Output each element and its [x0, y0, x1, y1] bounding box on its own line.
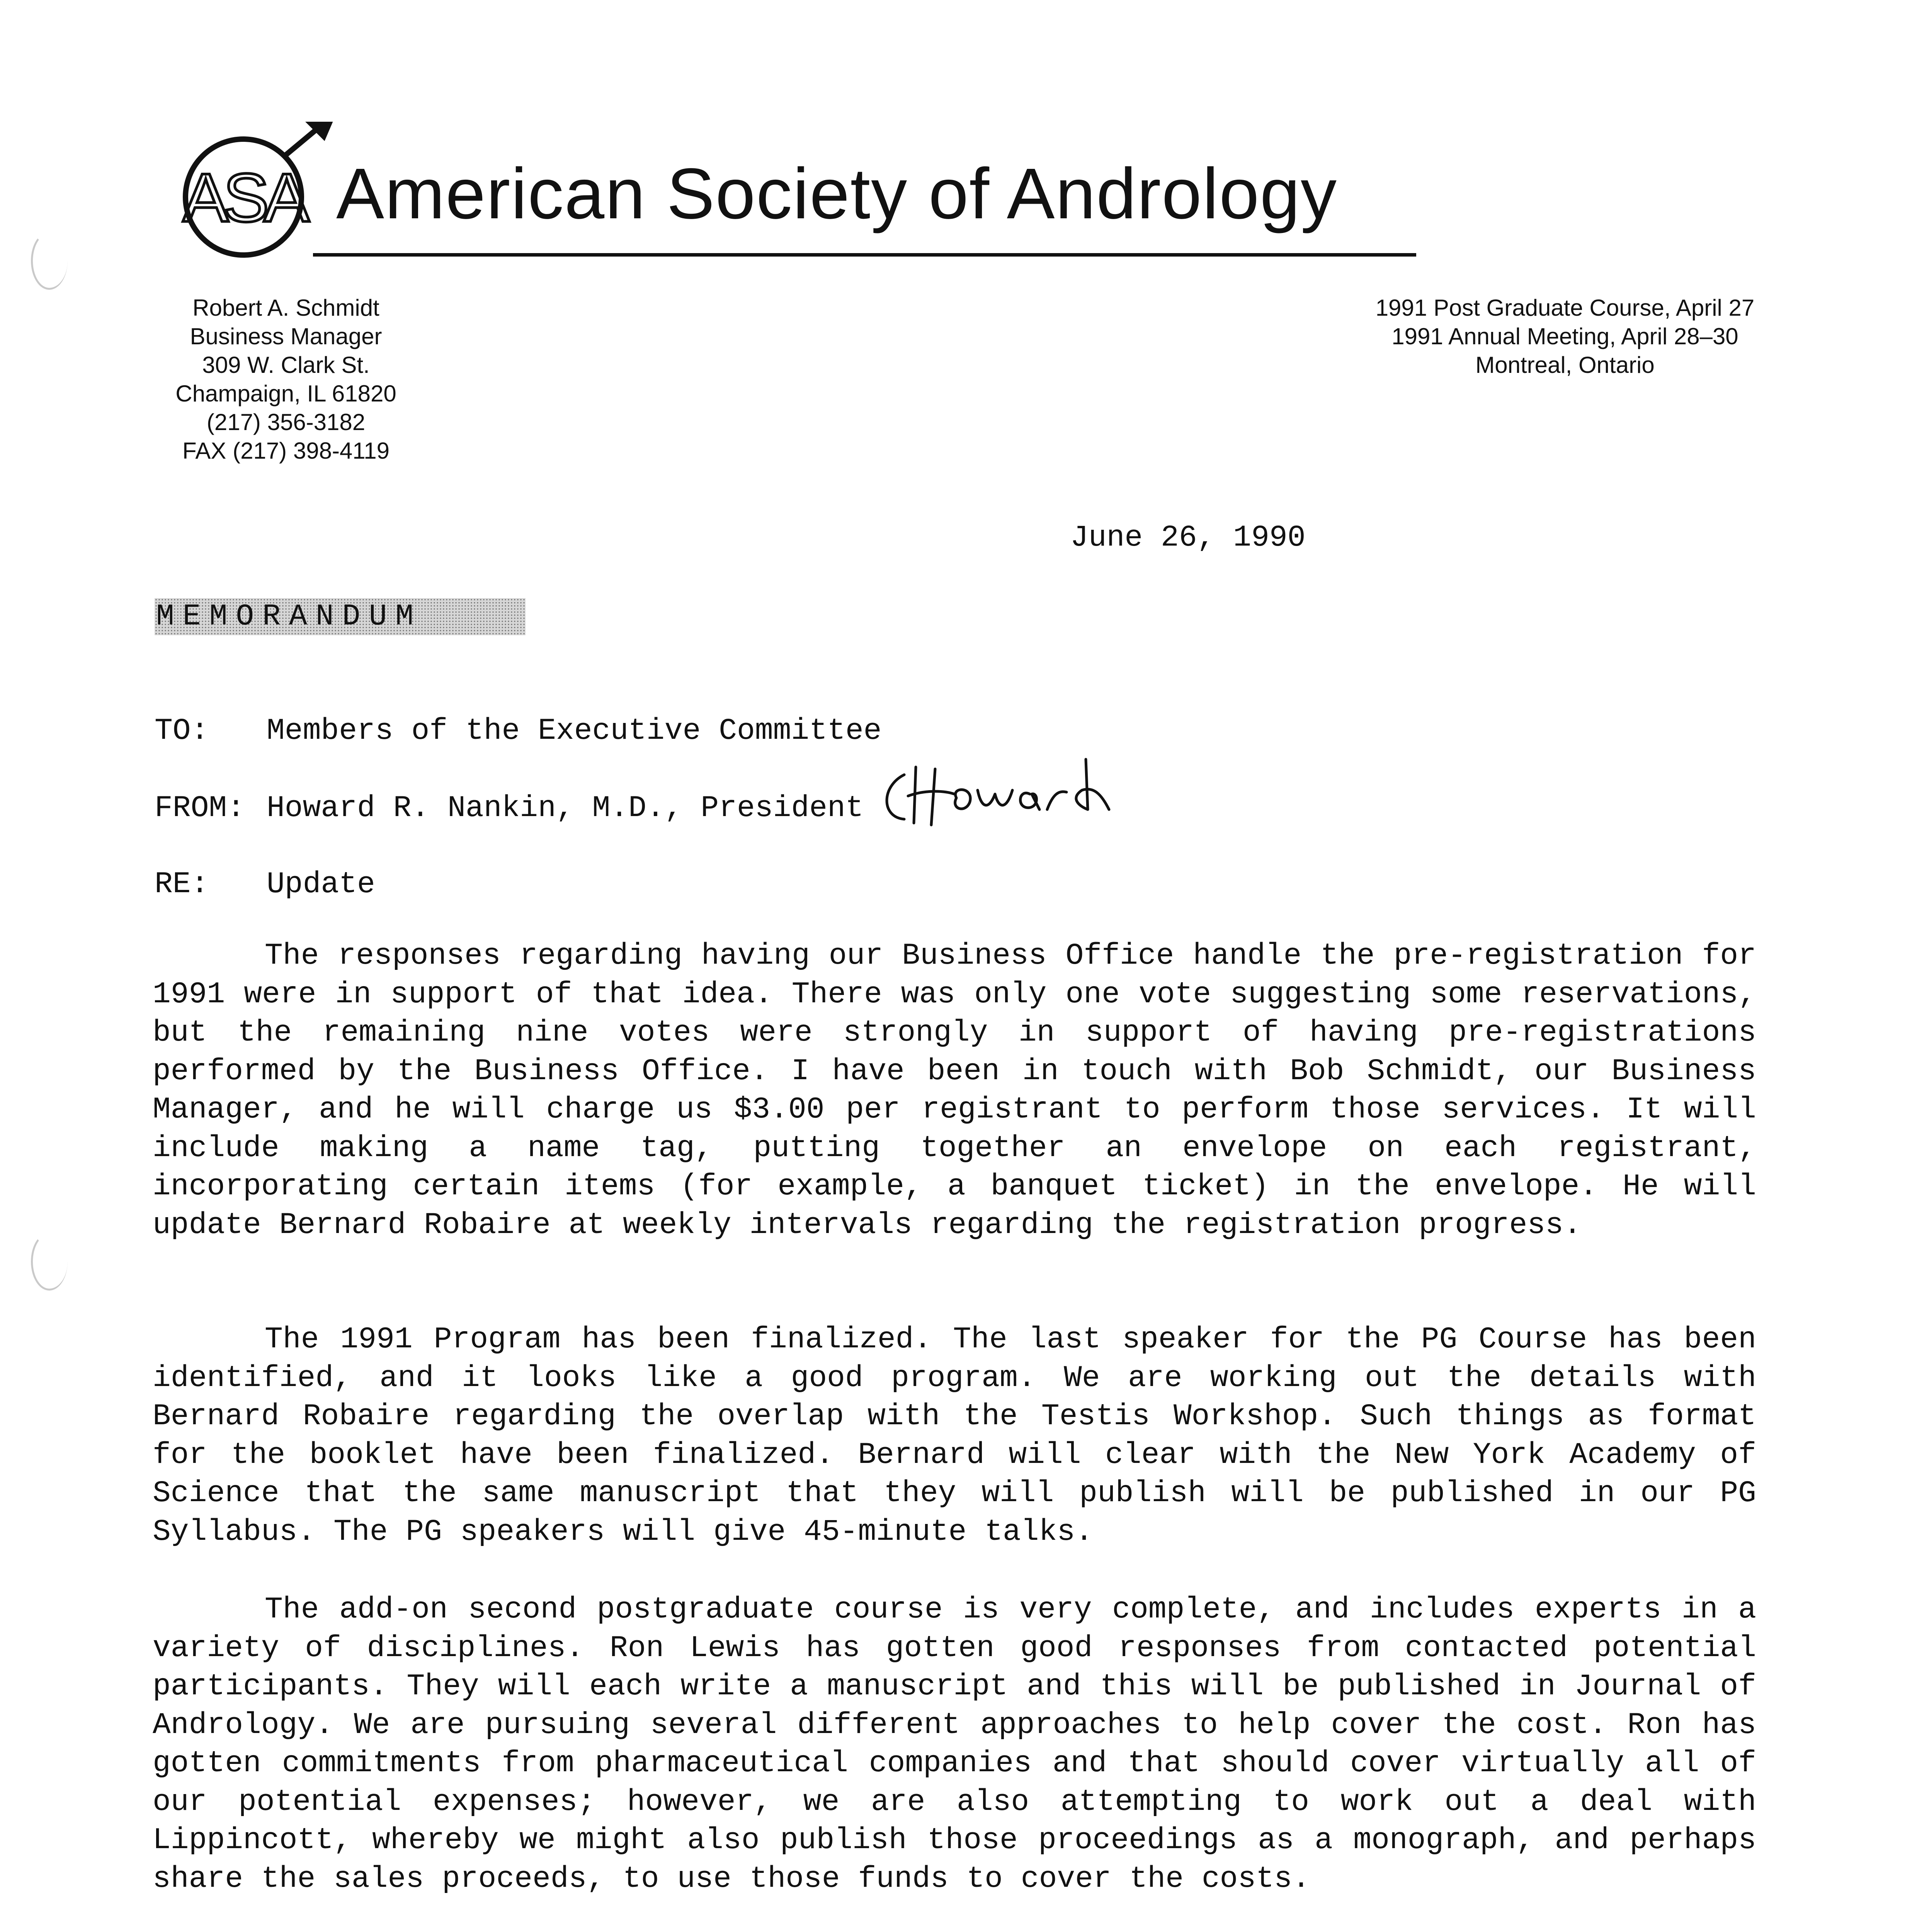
address-line: FAX (217) 398-4119 — [182, 438, 390, 464]
body-paragraph: The add-on second postgraduate course is very complete, and includes experts in a variety of disciplines. Ron Lewis has gotten good responses from contacted potential participants. They will each write a manuscript and this will be published in Journal of Andrology. We are pursuing several different approaches to help cover the cost. Ron has gotten commitments from pharmaceutical companies and that should cover virtually all of our potential expenses; however, we are also attempting to work out a deal with Lippincott, whereby we might also publish those proceedings as a monograph, and perhaps share the sales proceeds, to use those funds to cover the costs. — [153, 1593, 1756, 1896]
body-paragraph: The responses regarding having our Business Office handle the pre-registration for 1991 were in support of that idea. There was only one vote suggesting some reservations, but the remaining nine votes were strongly in support of having pre-registrations performed by the Business Office. I have been in touch with Bob Schmidt, our Business Manager, and he will charge us $3.00 per registrant to perform those services. It will include making a name tag, putting together an envelope on each registrant, incorporating certain items (for example, a banquet ticket) in the envelope. He will update Bernard Robaire at weekly intervals regarding the registration progress. — [153, 939, 1756, 1242]
re-value: Update — [267, 867, 375, 901]
body-paragraph: The 1991 Program has been finalized. The last speaker for the PG Course has been identified, and it looks like a good program. We are working out the details with Bernard Robaire regarding the overlap with the Testis Workshop. Such things as format for the booklet have been finalized. Bernard will clear with the New York Academy of Science that the same manuscript that they will publish will be published in our PG Syllabus. The PG speakers will give 45-minute talks. — [153, 1323, 1756, 1549]
re-label: RE: — [155, 867, 209, 901]
to-value: Members of the Executive Committee — [267, 714, 882, 748]
address-line: 309 W. Clark St. — [202, 352, 370, 378]
from-value: Howard R. Nankin, M.D., President — [267, 791, 864, 825]
memorandum-label: MEMORANDUM — [155, 598, 526, 635]
meeting-info — [1314, 294, 1816, 379]
asa-logo — [170, 122, 340, 269]
handwritten-signature — [877, 752, 1148, 833]
address-line: (217) 356-3182 — [206, 409, 366, 435]
to-label: TO: — [155, 714, 209, 748]
binder-hole-shadow — [31, 232, 68, 290]
memo-date: June 26, 1990 — [1070, 521, 1306, 555]
binder-hole-shadow — [31, 1233, 68, 1291]
meeting-line: 1991 Post Graduate Course, April 27 — [1375, 295, 1755, 321]
business-manager-address — [128, 294, 444, 465]
address-line: Robert A. Schmidt — [192, 295, 379, 321]
organization-name: American Society of Andrology — [336, 154, 1337, 234]
from-label: FROM: — [155, 791, 245, 825]
meeting-line: Montreal, Ontario — [1475, 352, 1655, 378]
address-line: Business Manager — [190, 323, 382, 349]
header-rule — [313, 253, 1416, 257]
meeting-line: 1991 Annual Meeting, April 28–30 — [1391, 323, 1738, 349]
logo-monogram: ASA — [182, 159, 304, 236]
address-line: Champaign, IL 61820 — [175, 381, 396, 406]
